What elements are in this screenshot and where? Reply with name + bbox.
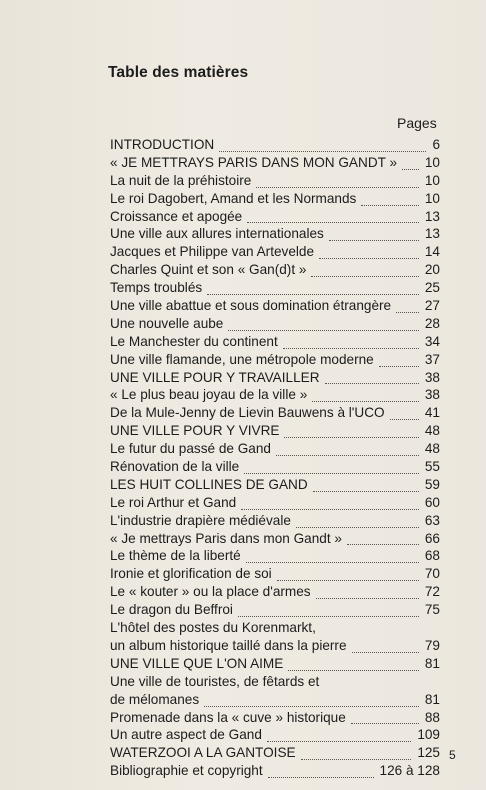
- leader-dots: [329, 222, 419, 241]
- toc-entry-title: UNE VILLE QUE L'ON AIME: [110, 655, 284, 671]
- toc-entry-title: Le Manchester du continent: [110, 333, 278, 349]
- toc-entry: [110, 655, 440, 673]
- toc-entry-title: Le roi Dagobert, Amand et les Normands: [110, 190, 357, 206]
- leader-dots: [256, 169, 419, 188]
- toc-entry-page: 70: [424, 566, 440, 582]
- toc-entry-title: UNE VILLE POUR Y VIVRE: [110, 423, 280, 439]
- toc-entry-page: 109: [417, 727, 440, 743]
- toc-entry-title: un album historique taillé dans la pierre: [110, 637, 347, 653]
- toc-entry-page: 6: [432, 137, 440, 152]
- toc-entry-page: 38: [424, 387, 440, 403]
- toc-entry-title: Une ville abattue et sous domination étrangère: [110, 298, 392, 314]
- leader-dots: [219, 133, 426, 152]
- leader-dots: [311, 258, 419, 277]
- toc-entry-page: 10: [424, 190, 440, 206]
- leader-dots: [267, 723, 411, 742]
- toc-entry-title: Le thème de la liberté: [110, 548, 241, 564]
- leader-dots: [352, 634, 419, 653]
- leader-dots: [396, 294, 419, 313]
- leader-dots: [316, 580, 419, 599]
- toc-entry-title: Une ville flamande, une métropole moderne: [110, 351, 374, 367]
- toc-entry-page: 10: [424, 172, 440, 188]
- toc-entry: [110, 762, 440, 780]
- toc-entry-page: 79: [424, 637, 440, 653]
- leader-dots: [246, 544, 419, 563]
- toc-entry-page: 28: [424, 315, 440, 331]
- leader-dots: [204, 688, 419, 707]
- toc-entry-page: 88: [424, 709, 440, 725]
- toc-entry-title: UNE VILLE POUR Y TRAVAILLER: [110, 369, 320, 385]
- toc-entry: [110, 601, 440, 619]
- toc-entry-page: 81: [424, 691, 440, 707]
- toc-entry-title: Ironie et glorification de soi: [110, 566, 272, 582]
- leader-dots: [241, 491, 419, 510]
- toc-entry-page: 34: [424, 333, 440, 349]
- toc-entry-page: 38: [424, 369, 440, 385]
- table-of-contents: [110, 136, 440, 780]
- toc-entry-title: WATERZOOI A LA GANTOISE: [110, 745, 296, 761]
- leader-dots: [283, 330, 419, 349]
- leader-dots: [284, 419, 419, 438]
- toc-entry-page: 60: [424, 494, 440, 510]
- toc-entry-title: Le roi Arthur et Gand: [110, 494, 237, 510]
- leader-dots: [244, 455, 419, 474]
- leader-dots: [268, 759, 374, 778]
- toc-entry-page: 41: [424, 405, 440, 421]
- leader-dots: [301, 741, 411, 760]
- toc-entry-page: 126 à 128: [379, 763, 440, 779]
- leader-dots: [313, 473, 419, 492]
- toc-entry-page: 13: [424, 226, 440, 242]
- toc-entry-page: 75: [424, 602, 440, 618]
- toc-entry-title: « JE METTRAYS PARIS DANS MON GANDT »: [110, 154, 398, 170]
- pages-column-header: Pages: [397, 115, 437, 131]
- leader-dots: [325, 366, 419, 385]
- toc-entry-title: de mélomanes: [110, 691, 200, 707]
- leader-dots: [379, 348, 419, 367]
- leader-dots: [390, 401, 419, 420]
- toc-entry-title: Charles Quint et son « Gan(d)t »: [110, 262, 307, 278]
- leader-dots: [276, 437, 419, 456]
- toc-entry-title: L'hôtel des postes du Korenmarkt,: [110, 620, 316, 636]
- toc-entry-title: Rénovation de la ville: [110, 459, 240, 475]
- toc-entry: [110, 136, 440, 154]
- toc-entry-title: Croissance et apogée: [110, 208, 243, 224]
- toc-entry-title: Une ville de touristes, de fêtards et: [110, 673, 320, 689]
- leader-dots: [319, 240, 419, 259]
- toc-entry-page: 63: [424, 512, 440, 528]
- toc-entry-title: Un autre aspect de Gand: [110, 727, 262, 743]
- toc-entry-page: 72: [424, 584, 440, 600]
- toc-entry-page: 10: [424, 154, 440, 170]
- leader-dots: [347, 527, 419, 546]
- toc-entry-page: 37: [424, 351, 440, 367]
- leader-dots: [312, 383, 419, 402]
- toc-entry-title: « Je mettrays Paris dans mon Gandt »: [110, 530, 342, 546]
- toc-entry-page: 59: [424, 476, 440, 492]
- page-title: Table des matières: [108, 64, 249, 81]
- toc-entry-title: INTRODUCTION: [110, 137, 215, 152]
- toc-entry-title: L'industrie drapière médiévale: [110, 512, 291, 528]
- toc-entry: [110, 279, 440, 297]
- leader-dots: [238, 598, 419, 617]
- leader-dots: [228, 312, 419, 331]
- toc-entry-title: Promenade dans la « cuve » historique: [110, 709, 346, 725]
- toc-entry-title: Bibliographie et copyright: [110, 763, 263, 779]
- toc-entry-title: Temps troublés: [110, 280, 203, 296]
- toc-entry-page: 81: [424, 655, 440, 671]
- toc-entry-title: Une ville aux allures internationales: [110, 226, 324, 242]
- toc-entry-title: Le dragon du Beffroi: [110, 602, 233, 618]
- toc-entry-title: Le futur du passé de Gand: [110, 441, 271, 457]
- toc-entry-page: 55: [424, 459, 440, 475]
- toc-entry-page: 25: [424, 280, 440, 296]
- leader-dots: [351, 706, 419, 725]
- toc-entry-title: Le « kouter » ou la place d'armes: [110, 584, 311, 600]
- toc-entry-page: 13: [424, 208, 440, 224]
- toc-entry-page: 125: [417, 745, 440, 761]
- toc-entry-title: La nuit de la préhistoire: [110, 172, 252, 188]
- toc-entry-page: 68: [424, 548, 440, 564]
- toc-entry-title: Une nouvelle aube: [110, 315, 224, 331]
- leader-dots: [296, 509, 419, 528]
- toc-entry-title: LES HUIT COLLINES DE GAND: [110, 476, 308, 492]
- leader-dots: [207, 276, 419, 295]
- leader-dots: [277, 562, 419, 581]
- toc-entry-page: 48: [424, 423, 440, 439]
- toc-entry-page: 48: [424, 441, 440, 457]
- leader-dots: [247, 205, 419, 224]
- page-number: 5: [449, 748, 456, 762]
- leader-dots: [361, 187, 419, 206]
- toc-entry-title: De la Mule-Jenny de Lievin Bauwens à l'UCO: [110, 405, 385, 421]
- toc-entry-title: Jacques et Philippe van Artevelde: [110, 244, 315, 260]
- toc-entry-page: 27: [424, 298, 440, 314]
- toc-entry-page: 66: [424, 530, 440, 546]
- leader-dots: [288, 652, 419, 671]
- toc-entry-page: 20: [424, 262, 440, 278]
- toc-entry-page: 14: [424, 244, 440, 260]
- toc-entry-title: « Le plus beau joyau de la ville »: [110, 387, 308, 403]
- leader-dots: [402, 151, 419, 170]
